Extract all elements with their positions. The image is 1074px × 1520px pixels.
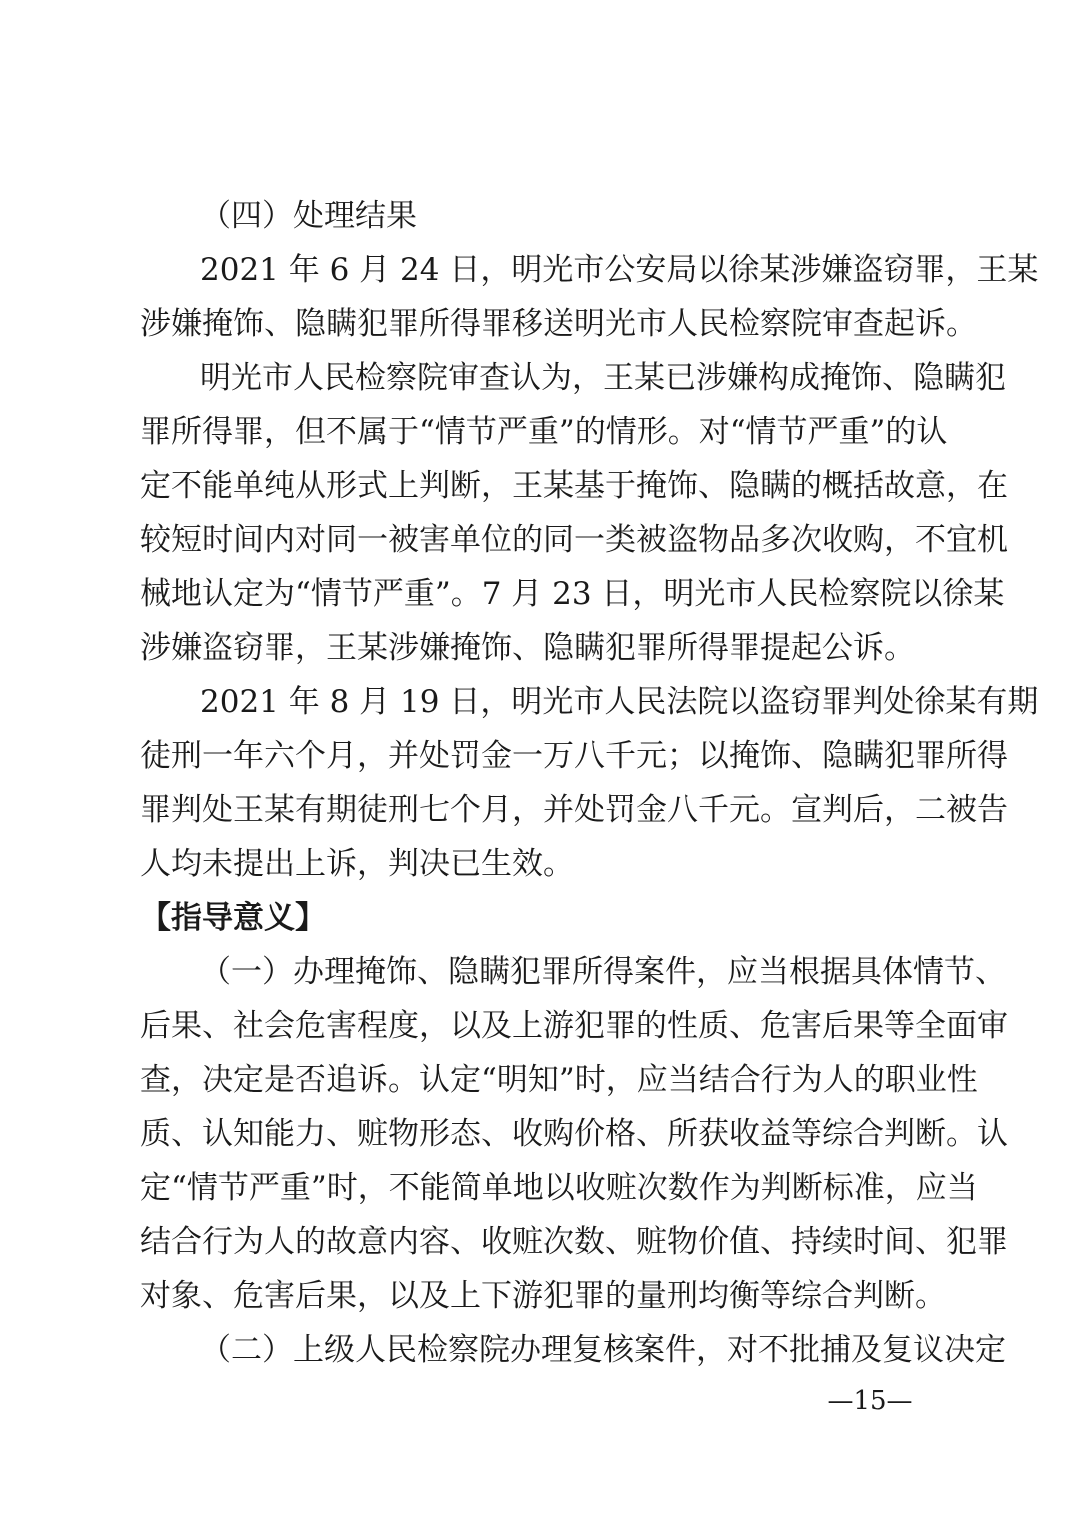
paragraph-line: 明光市人民检察院审查认为，王某已涉嫌构成掩饰、隐瞒犯	[200, 360, 1006, 396]
paragraph-line: 2021 年 6 月 24 日，明光市公安局以徐某涉嫌盗窃罪，王某	[200, 252, 1039, 288]
paragraph-line: 涉嫌盗窃罪，王某涉嫌掩饰、隐瞒犯罪所得罪提起公诉。	[140, 630, 915, 666]
paragraph-line: 结合行为人的故意内容、收赃次数、赃物价值、持续时间、犯罪	[140, 1224, 1008, 1260]
paragraph-line: 定“情节严重”时，不能简单地以收赃次数作为判断标准，应当	[140, 1170, 978, 1206]
paragraph-line: 查，决定是否追诉。认定“明知”时，应当结合行为人的职业性	[140, 1062, 978, 1098]
paragraph-line: 较短时间内对同一被害单位的同一类被盗物品多次收购，不宜机	[140, 522, 1008, 558]
paragraph-line: 定不能单纯从形式上判断，王某基于掩饰、隐瞒的概括故意，在	[140, 468, 1008, 504]
paragraph-line: 涉嫌掩饰、隐瞒犯罪所得罪移送明光市人民检察院审查起诉。	[140, 306, 977, 342]
paragraph-line: 罪判处王某有期徒刑七个月，并处罚金八千元。宣判后，二被告	[140, 792, 1008, 828]
paragraph-line: 2021 年 8 月 19 日，明光市人民法院以盗窃罪判处徐某有期	[200, 684, 1039, 720]
guidance-heading: 【指导意义】	[140, 900, 326, 936]
paragraph-line: 徒刑一年六个月，并处罚金一万八千元；以掩饰、隐瞒犯罪所得	[140, 738, 1008, 774]
page-number: —15—	[827, 1386, 913, 1416]
paragraph-line: 械地认定为“情节严重”。7 月 23 日，明光市人民检察院以徐某	[140, 576, 1005, 612]
paragraph-line: 人均未提出上诉，判决已生效。	[140, 846, 574, 882]
paragraph-line: 质、认知能力、赃物形态、收购价格、所获收益等综合判断。认	[140, 1116, 1008, 1152]
section-heading-handling-result: （四）处理结果	[200, 198, 417, 234]
paragraph-line: （二）上级人民检察院办理复核案件，对不批捕及复议决定	[200, 1332, 1006, 1368]
paragraph-line: 对象、危害后果，以及上下游犯罪的量刑均衡等综合判断。	[140, 1278, 946, 1314]
paragraph-line: 罪所得罪，但不属于“情节严重”的情形。对“情节严重”的认	[140, 414, 948, 450]
paragraph-line: 后果、社会危害程度，以及上游犯罪的性质、危害后果等全面审	[140, 1008, 1008, 1044]
paragraph-line: （一）办理掩饰、隐瞒犯罪所得案件，应当根据具体情节、	[200, 954, 1006, 990]
